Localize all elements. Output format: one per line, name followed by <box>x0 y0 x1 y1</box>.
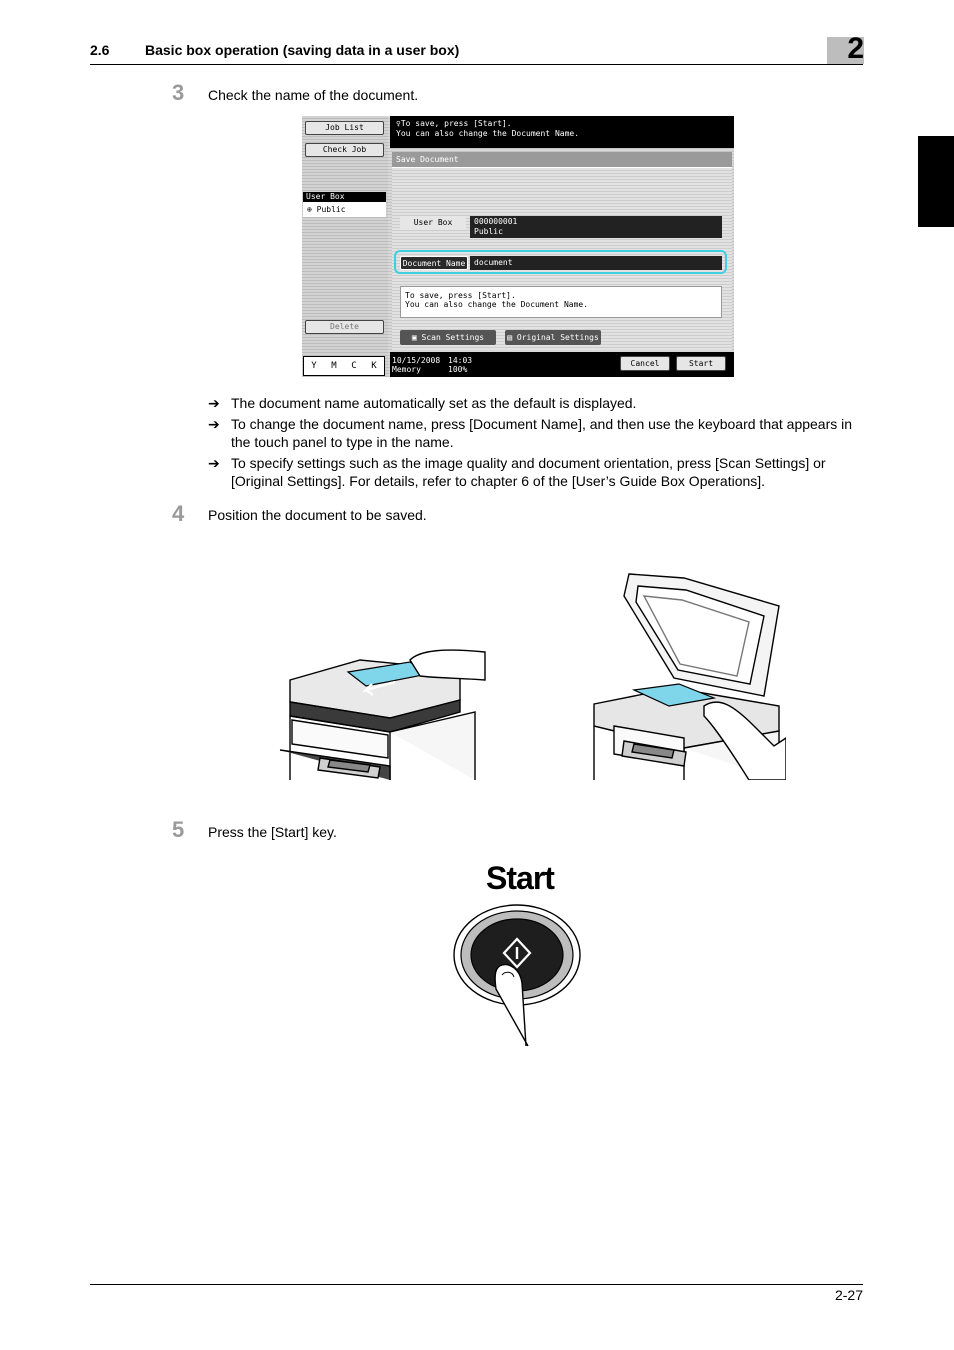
box-icon: ⊕ <box>307 205 317 214</box>
header-rule <box>90 64 863 65</box>
user-box-field: 000000001 Public <box>470 216 722 238</box>
time-readout: 14:03 <box>448 356 473 365</box>
info-icon: ♀ <box>396 119 401 128</box>
arrow-icon: ➔ <box>208 395 220 411</box>
screen-title: Save Document <box>392 152 732 168</box>
platen-glass-illustration <box>574 566 786 780</box>
section-number: 2.6 <box>90 42 110 58</box>
step-text: Position the document to be saved. <box>208 507 427 523</box>
section-title: Basic box operation (saving data in a user box) <box>145 42 460 58</box>
step-text: Press the [Start] key. <box>208 824 337 840</box>
toner-indicator: Y M C K <box>303 356 385 376</box>
chapter-side-tab <box>918 136 954 227</box>
document-name-field[interactable]: document <box>470 256 722 270</box>
job-list-button[interactable]: Job List <box>305 121 384 135</box>
step-number: 3 <box>172 80 185 105</box>
memory-value: 100% <box>448 365 468 374</box>
bullet-item: ➔ The document name automatically set as the default is displayed. <box>208 395 637 411</box>
arrow-icon: ➔ <box>208 455 220 471</box>
step-text: Check the name of the document. <box>208 87 419 103</box>
message-box: To save, press [Start]. You can also change the Document Name. <box>400 286 722 318</box>
footer-rule <box>90 1284 863 1285</box>
settings-icon: ▣ <box>411 333 422 342</box>
check-job-button[interactable]: Check Job <box>305 143 384 157</box>
top-message-bar: ♀To save, press [Start]. You can also change the Document Name. <box>390 116 734 148</box>
user-box-header: User Box <box>303 192 386 202</box>
memory-label: Memory <box>392 365 421 374</box>
cancel-button[interactable]: Cancel <box>620 356 670 371</box>
touch-panel-screenshot <box>302 116 734 377</box>
user-box-label: User Box <box>400 216 466 230</box>
hand <box>410 650 485 680</box>
step-number: 4 <box>172 501 185 526</box>
start-button[interactable]: Start <box>676 356 726 371</box>
adf-loading-illustration <box>270 640 490 780</box>
step-number: 5 <box>172 817 185 842</box>
start-key-label: Start <box>486 860 554 896</box>
delete-button[interactable]: Delete <box>305 320 384 334</box>
chapter-number: 2 <box>847 32 864 65</box>
start-key-illustration <box>450 903 585 1048</box>
document-icon: ▤ <box>507 333 517 342</box>
bullet-item: ➔ To change the document name, press [Document Name], and then use the keyboard that appears in the touch panel to type in the name. <box>208 416 853 450</box>
page-number: 2-27 <box>834 1287 863 1303</box>
scan-settings-button[interactable]: ▣ Scan Settings <box>400 330 496 345</box>
document-name-button[interactable]: Document Name <box>400 256 468 270</box>
arrow-icon: ➔ <box>208 416 220 432</box>
user-box-item[interactable]: ⊕ Public <box>303 202 386 217</box>
bullet-item: ➔ To specify settings such as the image quality and document orientation, press [Scan Settings] or [Original Settings]. For details, refer to chapter 6 of the [User’s Guide Box Operations]. <box>208 455 826 489</box>
original-settings-button[interactable]: ▤ Original Settings <box>505 330 601 345</box>
date-readout: 10/15/2008 <box>392 356 441 365</box>
